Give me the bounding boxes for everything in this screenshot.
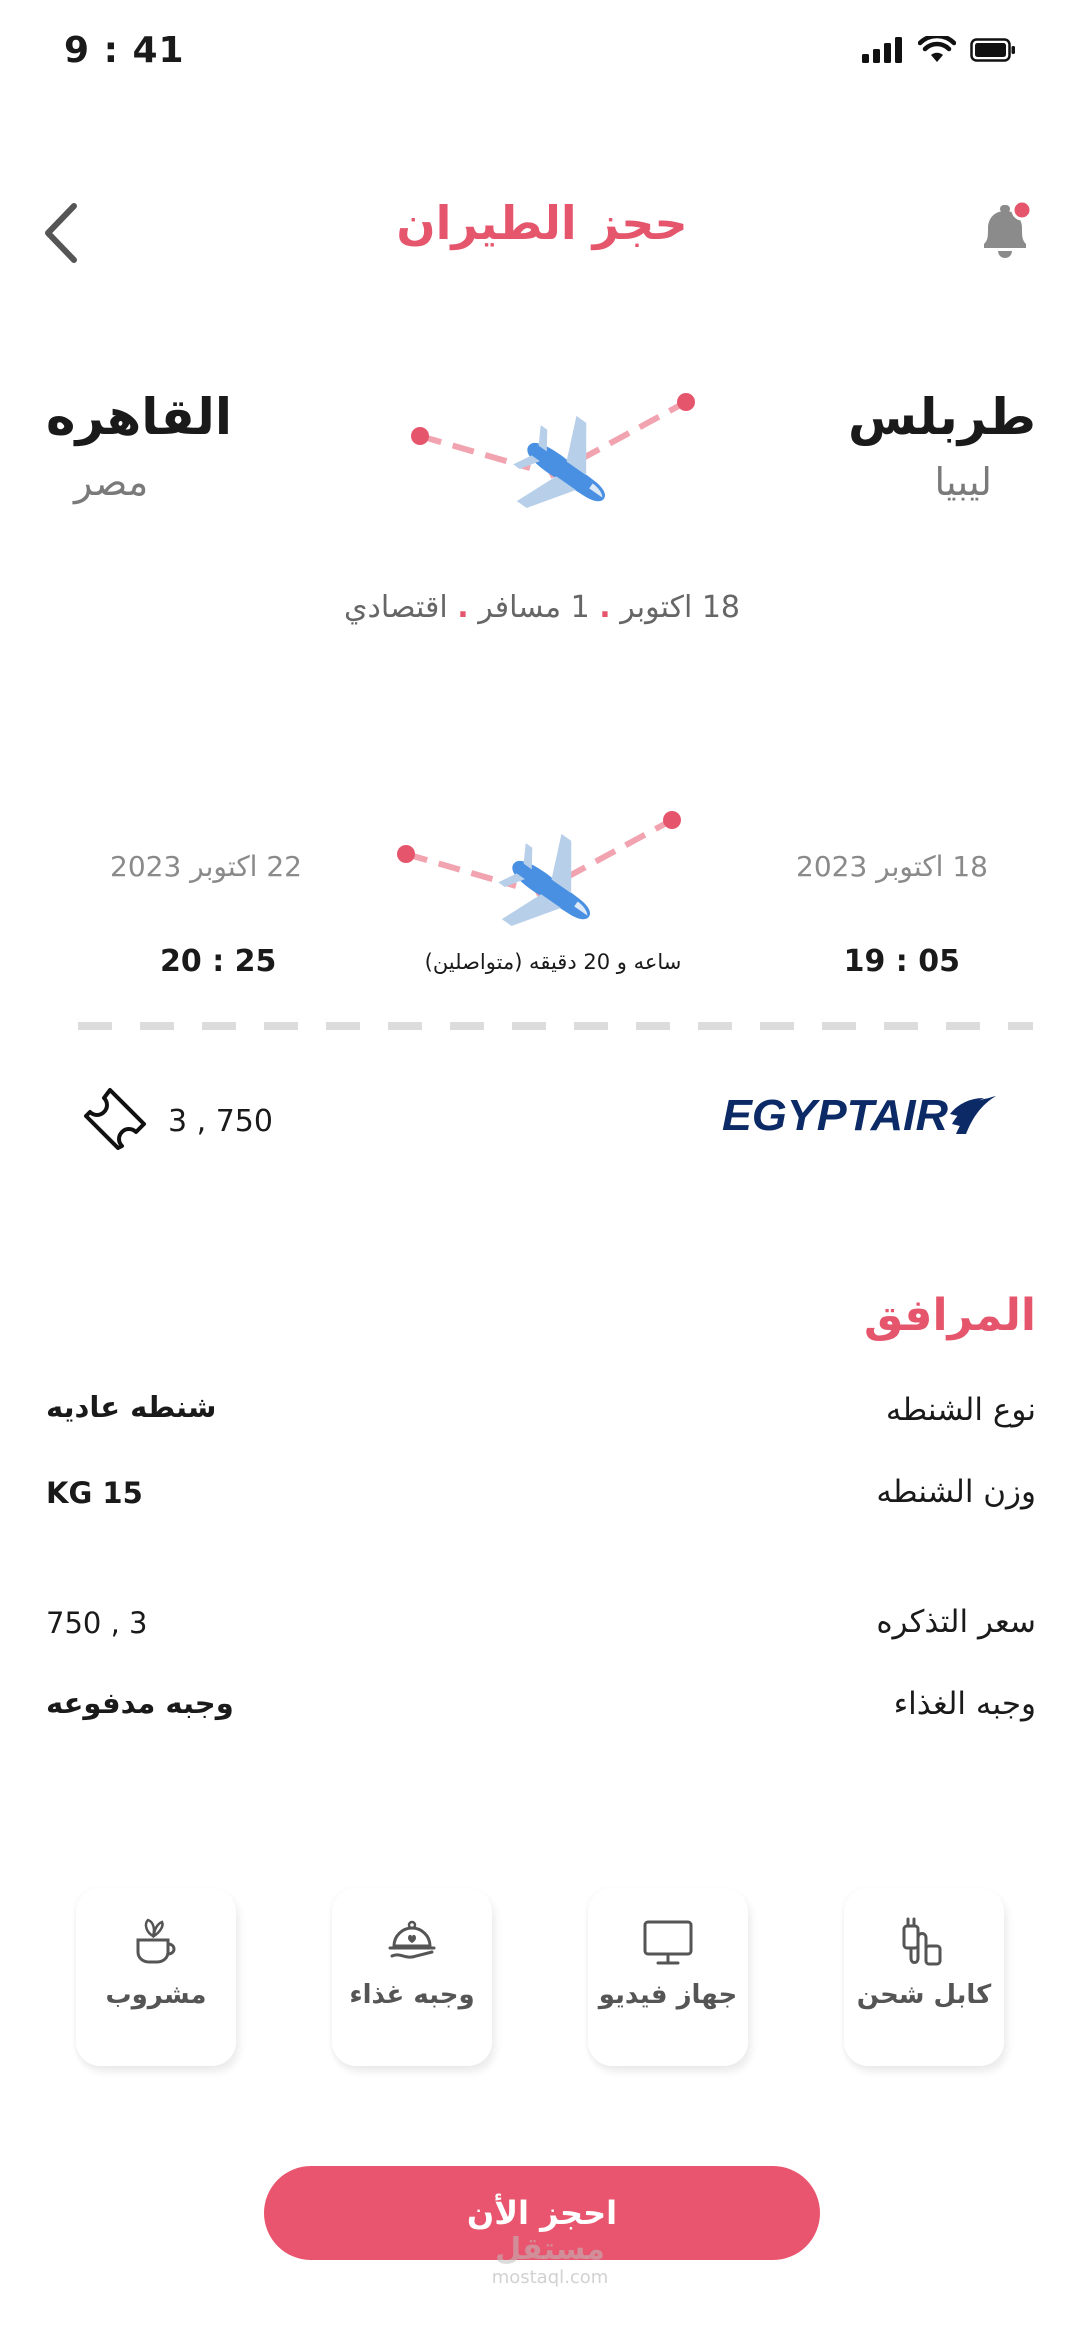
monitor-icon (642, 1916, 694, 1968)
bag-weight-label: وزن الشنطه (876, 1474, 1036, 1510)
separator-dot: . (457, 590, 469, 625)
status-time: 9 : 41 (64, 30, 185, 71)
flight-duration: ساعه و 20 دقيقه (متواصلين) (424, 950, 682, 974)
bell-icon (970, 196, 1040, 266)
status-icons (862, 36, 1016, 64)
ticket-price-label: سعر التذكره (876, 1604, 1036, 1640)
bag-type-label: نوع الشنطه (885, 1392, 1036, 1428)
amenity-card-label: مشروب (105, 1980, 207, 2010)
wifi-icon (918, 36, 956, 64)
departure-date: 18 اكتوبر 2023 (796, 850, 988, 883)
book-now-button[interactable]: احجز الأن (264, 2166, 820, 2260)
arrival-time: 20 : 25 (160, 944, 277, 979)
watermark (450, 2232, 650, 2288)
amenity-card-meal[interactable] (332, 1888, 492, 2066)
amenity-card-video[interactable] (588, 1888, 748, 2066)
route-illustration-top (400, 380, 710, 520)
amenity-card-label: جهاز فيديو (598, 1980, 738, 2010)
ticket-icon (84, 1086, 148, 1150)
meal-label: وجبه الغذاء (893, 1686, 1036, 1722)
separator-dot: . (599, 590, 611, 625)
departure-time: 19 : 05 (843, 944, 960, 979)
origin-city: طربلس (847, 388, 1036, 446)
amenities-title: المرافق (863, 1290, 1036, 1341)
trip-class: اقتصادي (343, 590, 448, 625)
ticket-price-value: 3 , 750 (46, 1606, 148, 1640)
drink-icon (130, 1916, 182, 1968)
route-illustration-schedule (390, 800, 700, 940)
watermark-url: mostaql.com (491, 2267, 609, 2288)
amenity-card-cable[interactable] (844, 1888, 1004, 2066)
amenity-cards (74, 1888, 1024, 2066)
watermark-name: مستقل (495, 2232, 605, 2267)
airplane-icon (497, 402, 634, 520)
notifications-button[interactable] (970, 196, 1040, 266)
dashed-divider (78, 1022, 1033, 1030)
trip-passengers: 1 مسافر (478, 590, 590, 625)
battery-icon (970, 38, 1016, 62)
amenity-card-label: وجبه غذاء (349, 1980, 475, 2010)
cable-icon (900, 1916, 948, 1968)
meal-value: وجبه مدفوعه (46, 1686, 234, 1720)
destination-city: القاهره (46, 388, 232, 446)
trip-date: 18 اكتوبر (620, 590, 741, 625)
airplane-icon (482, 820, 619, 940)
bag-weight-value: 15 KG (46, 1476, 143, 1510)
page-title: حجز الطيران (396, 196, 688, 250)
amenity-card-drink[interactable] (76, 1888, 236, 2066)
trip-summary (0, 590, 1084, 625)
airline-logo-text: EGYPTAIR (722, 1091, 949, 1140)
arrival-date: 22 اكتوبر 2023 (110, 850, 302, 883)
meal-icon (386, 1916, 438, 1968)
airline-logo (720, 1090, 1000, 1140)
origin-country: ليبيا (934, 460, 992, 504)
horus-wing-icon (950, 1096, 996, 1134)
cellular-signal-icon (862, 37, 904, 63)
amenity-card-label: كابل شحن (856, 1980, 992, 2010)
destination-country: مصر (74, 460, 149, 504)
bag-type-value: شنطه عاديه (46, 1390, 217, 1424)
ticket-price: 3 , 750 (168, 1104, 273, 1139)
